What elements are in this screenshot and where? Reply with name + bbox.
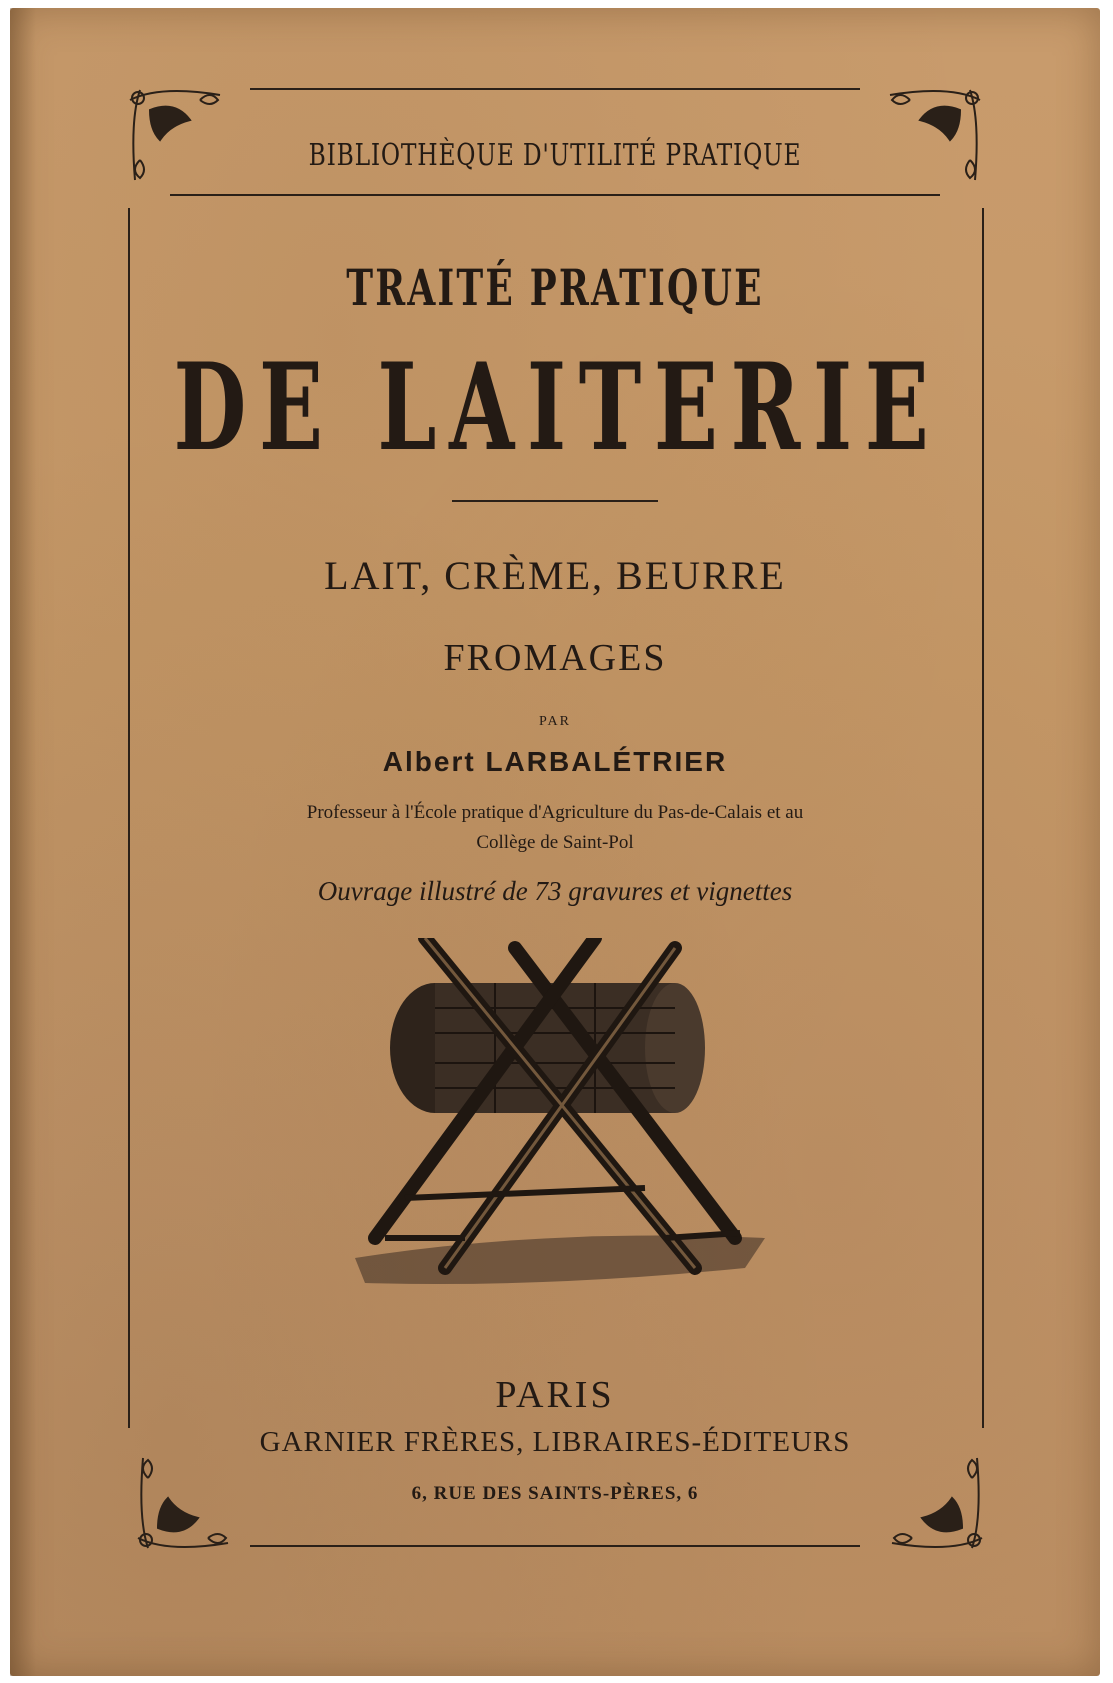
publication-city: PARIS (495, 1374, 615, 1416)
publisher-address: 6, RUE DES SAINTS-PÈRES, 6 (411, 1483, 699, 1504)
by-label: PAR (539, 714, 571, 729)
frame-header-rule (170, 194, 940, 196)
author-name: Albert LARBALÉTRIER (382, 746, 728, 777)
illustration-note: Ouvrage illustré de 73 gravures et vignettes (317, 876, 793, 906)
corner-ornament-icon (120, 80, 230, 190)
butter-churn-engraving-icon (345, 938, 785, 1298)
corner-ornament-icon (880, 80, 990, 190)
subtitle-line-1: LAIT, CRÈME, BEURRE (324, 553, 786, 598)
publisher-name: GARNIER FRÈRES, LIBRAIRES-ÉDITEURS (259, 1426, 851, 1458)
frame-bottom-rule (250, 1545, 860, 1547)
title-line-2: DE LAITERIE (173, 337, 942, 478)
title-divider-rule (452, 500, 658, 502)
author-role-line-2: Collège de Saint-Pol (476, 832, 634, 853)
title-line-1: TRAITÉ PRATIQUE (346, 258, 764, 317)
series-title: BIBLIOTHÈQUE D'UTILITÉ PRATIQUE (308, 138, 802, 173)
author-role-line-1: Professeur à l'École pratique d'Agriculture du Pas-de-Calais et au (306, 802, 804, 823)
frame-top-rule (250, 88, 860, 90)
book-cover (10, 8, 1100, 1676)
subtitle-line-2: FROMAGES (443, 637, 667, 679)
